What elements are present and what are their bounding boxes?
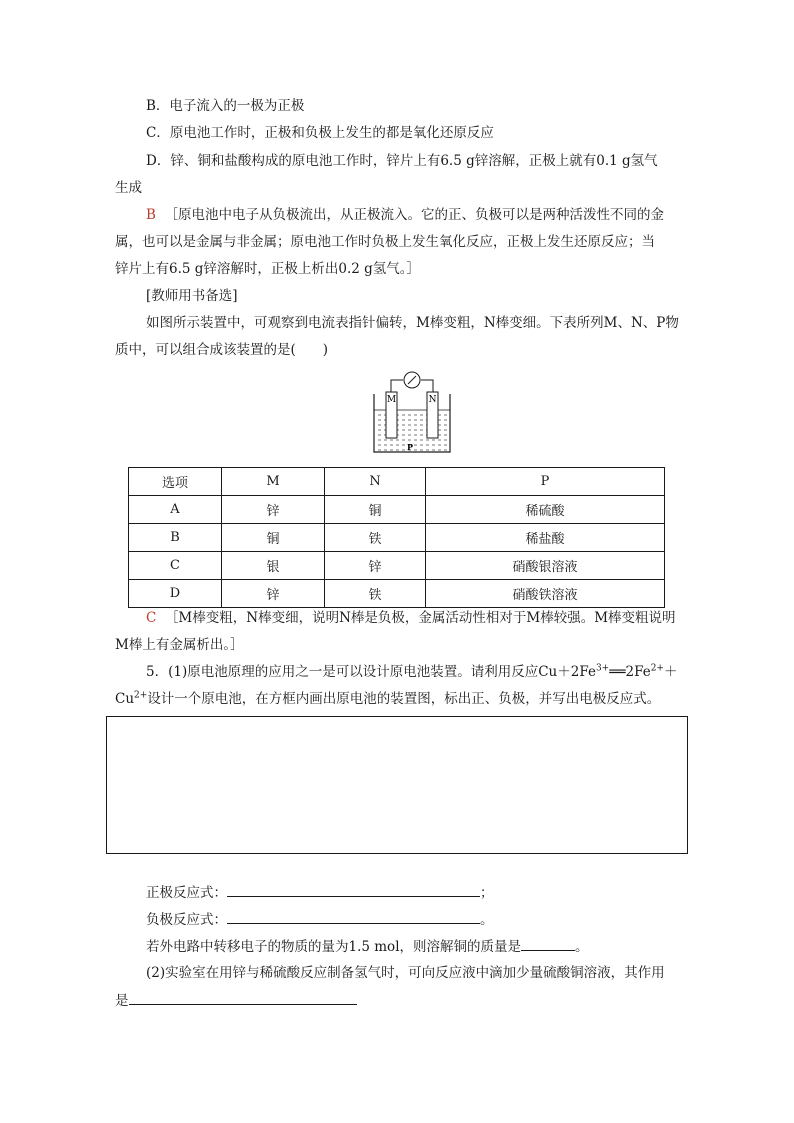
question5-text: ＋ bbox=[663, 664, 678, 680]
charge-superscript: 2+ bbox=[650, 663, 664, 674]
table-cell: 铁 bbox=[325, 524, 426, 552]
answer2-text1: ［M棒变粗，N棒变细，说明N棒是负极，金属活动性相对于M棒较强。M棒变粗说明 bbox=[164, 610, 676, 626]
answer1-letter: B bbox=[146, 207, 156, 223]
table-cell: 锌 bbox=[222, 496, 325, 524]
question5-2-text: 是 bbox=[115, 993, 129, 1009]
positive-electrode-line bbox=[146, 882, 494, 903]
question5-line2 bbox=[115, 689, 660, 709]
table-row bbox=[129, 552, 665, 580]
table-header-cell: M bbox=[222, 468, 325, 496]
table-header-cell: N bbox=[325, 468, 426, 496]
table-row bbox=[129, 580, 665, 608]
answer2-letter: C bbox=[146, 610, 157, 626]
table-cell: 硝酸银溶液 bbox=[426, 552, 665, 580]
table-cell: 银 bbox=[222, 552, 325, 580]
charge-superscript: 2+ bbox=[134, 690, 148, 701]
copper-mass-line bbox=[146, 936, 589, 957]
answer2-line1 bbox=[146, 608, 676, 628]
option-d-line2: 生成 bbox=[115, 180, 142, 196]
option-c: C．原电池工作时，正极和负极上发生的都是氧化还原反应 bbox=[146, 125, 494, 141]
charge-superscript: 3+ bbox=[595, 663, 610, 674]
question5-line1 bbox=[146, 662, 677, 682]
positive-electrode-label: 正极反应式： bbox=[146, 885, 227, 901]
table-cell: 稀硫酸 bbox=[426, 496, 665, 524]
punctuation: ； bbox=[480, 885, 494, 901]
drawing-answer-box[interactable] bbox=[106, 716, 688, 854]
table-cell: 锌 bbox=[325, 552, 426, 580]
table-cell: 硝酸铁溶液 bbox=[426, 580, 665, 608]
answer2-line2: M棒上有金属析出。］ bbox=[115, 637, 244, 653]
negative-electrode-line bbox=[146, 909, 494, 930]
answer1-line1 bbox=[146, 205, 664, 225]
option-d-line1: D．锌、铜和盐酸构成的原电池工作时，锌片上有6.5 g锌溶解，正极上就有0.1 g氢气 bbox=[146, 153, 658, 169]
electrode-n-label: N bbox=[428, 395, 437, 405]
question5-text: 设计一个原电池，在方框内画出原电池的装置图，标出正、负极，并写出电极反应式。 bbox=[147, 691, 661, 707]
table-cell: 铜 bbox=[325, 496, 426, 524]
galvanic-cell-diagram bbox=[366, 368, 458, 458]
table-cell: 稀盐酸 bbox=[426, 524, 665, 552]
table-cell: C bbox=[129, 552, 222, 580]
question5-text: 5．(1)原电池原理的应用之一是可以设计原电池装置。请利用反应Cu＋2Fe bbox=[146, 664, 596, 680]
table-cell: 锌 bbox=[222, 580, 325, 608]
answer1-line2: 属，也可以是金属与非金属；原电池工作时负极上发生氧化反应，正极上发生还原反应；当 bbox=[115, 234, 655, 250]
table-cell: 铜 bbox=[222, 524, 325, 552]
question2-line1: 如图所示装置中，可观察到电流表指针偏转，M棒变粗，N棒变细。下表所列M、N、P物 bbox=[146, 315, 679, 331]
option-b: B．电子流入的一极为正极 bbox=[146, 98, 305, 114]
function-blank[interactable] bbox=[129, 990, 357, 1005]
table-header-cell: 选项 bbox=[129, 468, 222, 496]
options-table bbox=[128, 467, 665, 608]
teacher-tag: [教师用书备选] bbox=[146, 288, 238, 304]
table-cell: A bbox=[129, 496, 222, 524]
negative-electrode-label: 负极反应式： bbox=[146, 912, 227, 928]
question5-text: Cu bbox=[115, 691, 135, 707]
table-cell: 铁 bbox=[325, 580, 426, 608]
table-cell: B bbox=[129, 524, 222, 552]
solution-p-label: P bbox=[406, 442, 414, 452]
question2-line2: 质中，可以组合成该装置的是( ) bbox=[115, 342, 329, 358]
negative-electrode-blank[interactable] bbox=[227, 909, 480, 924]
table-header-cell: P bbox=[426, 468, 665, 496]
table-row bbox=[129, 496, 665, 524]
table-cell: D bbox=[129, 580, 222, 608]
question5-text: ══2Fe bbox=[609, 664, 651, 680]
table-row bbox=[129, 524, 665, 552]
electrode-m-label: M bbox=[386, 395, 397, 405]
punctuation: 。 bbox=[480, 912, 494, 928]
table-header-row bbox=[129, 468, 665, 496]
question5-2-line2 bbox=[115, 990, 357, 1011]
copper-mass-text: 若外电路中转移电子的物质的量为1.5 mol，则溶解铜的质量是 bbox=[146, 939, 522, 955]
punctuation: 。 bbox=[575, 939, 589, 955]
positive-electrode-blank[interactable] bbox=[227, 882, 480, 897]
question5-2-line1: (2)实验室在用锌与稀硫酸反应制备氢气时，可向反应液中滴加少量硫酸铜溶液，其作用 bbox=[146, 965, 665, 981]
copper-mass-blank[interactable] bbox=[521, 936, 575, 951]
answer1-line3: 锌片上有6.5 g锌溶解时，正极上析出0.2 g氢气。］ bbox=[115, 261, 421, 277]
answer1-text1: ［原电池中电子从负极流出，从正极流入。它的正、负极可以是两种活泼性不同的金 bbox=[164, 207, 665, 223]
